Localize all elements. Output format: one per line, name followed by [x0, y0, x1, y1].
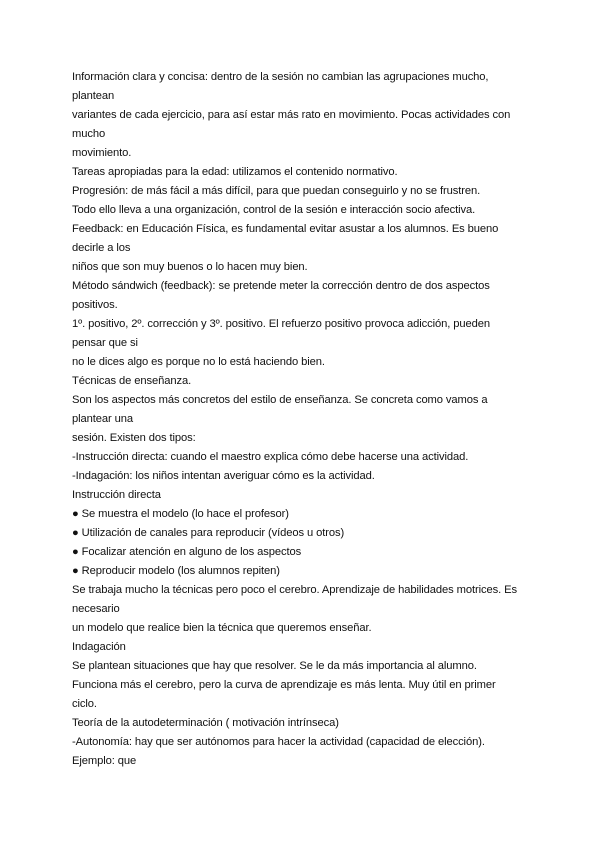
- text-line: no le dices algo es porque no lo está haciendo bien.: [72, 356, 325, 368]
- text-line: Progresión: de más fácil a más difícil, para que puedan conseguirlo y no se frustren.: [72, 185, 481, 197]
- text-line: Técnicas de enseñanza.: [72, 375, 192, 387]
- text-line: Instrucción directa: [72, 489, 161, 501]
- text-line: necesario: [72, 603, 120, 615]
- text-line: ● Utilización de canales para reproducir (vídeos u otros): [72, 527, 345, 539]
- text-line: Indagación: [72, 641, 126, 653]
- text-line: Ejemplo: que: [72, 755, 137, 767]
- text-line: Funciona más el cerebro, pero la curva de aprendizaje es más lenta. Muy útil en primer: [72, 679, 496, 691]
- text-line: Tareas apropiadas para la edad: utilizamos el contenido normativo.: [72, 166, 398, 178]
- text-line: ciclo.: [72, 698, 97, 710]
- text-line: Se plantean situaciones que hay que resolver. Se le da más importancia al alumno.: [72, 660, 477, 672]
- text-line: -Autonomía: hay que ser autónomos para hacer la actividad (capacidad de elección).: [72, 736, 485, 748]
- text-line: plantean: [72, 90, 115, 102]
- text-line: movimiento.: [72, 147, 132, 159]
- text-line: Feedback: en Educación Física, es fundamental evitar asustar a los alumnos. Es bueno: [72, 223, 499, 235]
- text-line: -Indagación: los niños intentan averiguar cómo es la actividad.: [72, 470, 375, 482]
- text-line: ● Se muestra el modelo (lo hace el profesor): [72, 508, 289, 520]
- text-line: decirle a los: [72, 242, 131, 254]
- text-line: un modelo que realice bien la técnica que queremos enseñar.: [72, 622, 372, 634]
- text-line: ● Focalizar atención en alguno de los aspectos: [72, 546, 302, 558]
- text-line: Información clara y concisa: dentro de la sesión no cambian las agrupaciones mucho,: [72, 71, 489, 83]
- text-line: plantear una: [72, 413, 134, 425]
- text-line: Método sándwich (feedback): se pretende meter la corrección dentro de dos aspectos: [72, 280, 490, 292]
- text-line: pensar que si: [72, 337, 138, 349]
- text-line: Todo ello lleva a una organización, control de la sesión e interacción socio afectiva.: [72, 204, 476, 216]
- text-line: 1º. positivo, 2º. corrección y 3º. positivo. El refuerzo positivo provoca adicción, pueden: [72, 318, 491, 330]
- text-line: Teoría de la autodeterminación ( motivación intrínseca): [72, 717, 339, 729]
- text-line: variantes de cada ejercicio, para así estar más rato en movimiento. Pocas actividades con: [72, 109, 511, 121]
- text-line: Son los aspectos más concretos del estilo de enseñanza. Se concreta como vamos a: [72, 394, 488, 406]
- text-line: ● Reproducir modelo (los alumnos repiten): [72, 565, 280, 577]
- text-line: niños que son muy buenos o lo hacen muy bien.: [72, 261, 308, 273]
- text-line: mucho: [72, 128, 106, 140]
- text-line: -Instrucción directa: cuando el maestro explica cómo debe hacerse una actividad.: [72, 451, 469, 463]
- text-line: positivos.: [72, 299, 118, 311]
- text-line: sesión. Existen dos tipos:: [72, 432, 196, 444]
- text-line: Se trabaja mucho la técnicas pero poco el cerebro. Aprendizaje de habilidades motrices. Es: [72, 584, 517, 596]
- document-body: [72, 68, 532, 771]
